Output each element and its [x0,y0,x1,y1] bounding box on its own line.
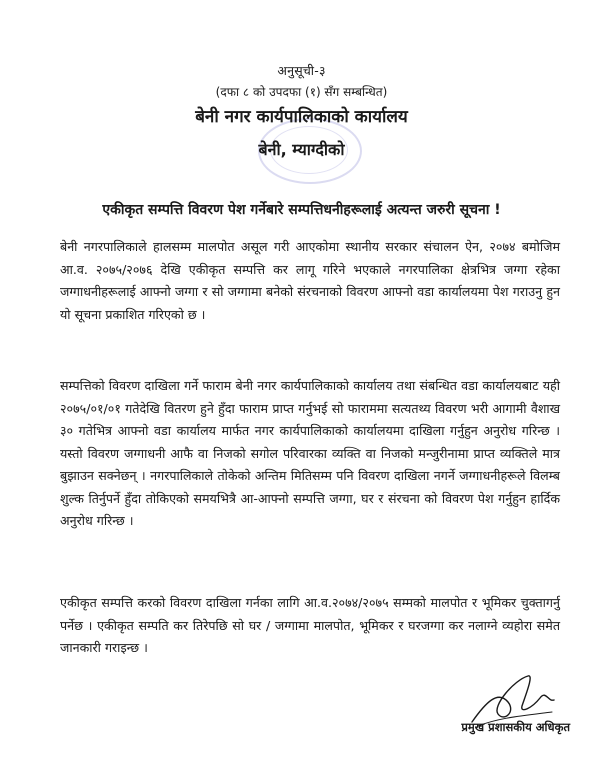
annex-label: अनुसूची-३ [277,63,326,78]
office-location: बेनी, म्याग्दीको [258,140,345,159]
section-reference: (दफा ८ को उपदफा (१) सँग सम्बन्धित) [215,85,388,99]
notice-paragraph-1: बेनी नगरपालिकाले हालसम्म मालपोत असूल गरी आएकोमा स्थानीय सरकार संचालन ऐन, २०७४ बमोजिम आ.व. २०७५/२०७६ देखि एकीकृत सम्पत्ति कर लागू गरिने भएकाले नगरपालिका क्षेत्रभित्र जग्गा रहेका जग्गाधनीहरूलाई आफ्नो जग्गा र सो जग्गामा बनेको संरचनाको विवरण आफ्नो वडा कार्यालयमा पेश गराउनु हुन यो सूचना प्रकाशित गरिएको छ । [60,239,560,322]
notice-paragraph-3: एकीकृत सम्पत्ति करको विवरण दाखिला गर्नका लागि आ.व.२०७४/२०७५ सम्मको मालपोत र भूमिकर चुक्तागर्नु पर्नेछ । एकीकृत सम्पति कर तिरेपछि सो घर / जग्गामा मालपोत, भूमिकर र घरजग्गा कर नलाग्ने व्यहोरा समेत जानकारी गराइन्छ । [60,595,560,655]
office-name: बेनी नगर कार्यपालिकाको कार्यालय [195,107,408,127]
signatory-title: प्रमुख प्रशासकीय अधिकृत [461,720,570,734]
notice-paragraph-2: सम्पत्तिको विवरण दाखिला गर्ने फाराम बेनी नगर कार्यपालिकाको कार्यालय तथा संबन्धित वडा कार्यालयबाट यही २०७५/०१/०१ गतेदेखि वितरण हुने हुँदा फाराम प्राप्त गर्नुभई सो फाराममा सत्यतथ्य विवरण भरी आगामी वैशाख ३० गतेभित्र आफ्नो वडा कार्यालय मार्फत नगर कार्यपालिकाको कार्यालयमा दाखिला गर्नुहुन अनुरोध गरिन्छ । यस्तो विवरण जग्गाधनी आफै वा निजको सगोल परिवारका व्यक्ति वा निजको मन्जुरीनामा प्राप्त व्यक्तिले मात्र बुझाउन सक्नेछन् । नगरपालिकाले तोकेको अन्तिम मितिसम्म पनि विवरण दाखिला नगर्ने जग्गाधनीहरूले विलम्ब शुल्क तिर्नुपर्ने हुँदा तोकिएको समयभित्रै आ-आफ्नो सम्पत्ति जग्गा, घर र संरचना को विवरण पेश गर्नुहुन हार्दिक अनुरोध गरिन्छ । [60,378,560,528]
notice-headline: एकीकृत सम्पत्ति विवरण पेश गर्नेबारे सम्पत्तिधनीहरूलाई अत्यन्त जरुरी सूचना ! [102,202,501,218]
